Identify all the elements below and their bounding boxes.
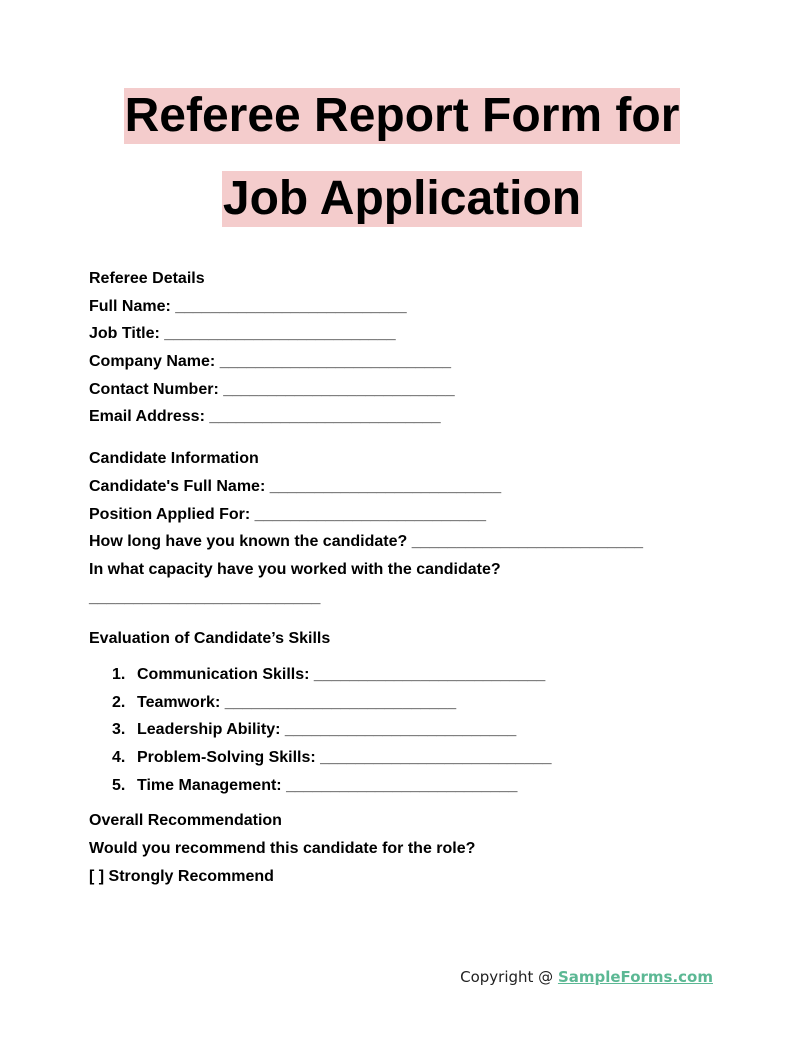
spacer (89, 802, 729, 810)
candidate-full-name-field: Candidate's Full Name: __________________________ (89, 477, 502, 495)
referee-email-field: Email Address: __________________________ (89, 408, 441, 426)
skills-list (89, 664, 729, 802)
skill-problem-solving-field: Problem-Solving Skills: __________________________ (137, 749, 552, 766)
list-item (89, 747, 729, 775)
candidate-heading: Candidate Information (89, 450, 259, 468)
skill-teamwork-field: Teamwork: __________________________ (137, 693, 457, 711)
list-number: 5. (112, 776, 126, 794)
recommendation-option-strongly: [ ] Strongly Recommend (89, 867, 274, 885)
spacer (89, 614, 729, 628)
list-number: 3. (112, 721, 126, 739)
candidate-position-field: Position Applied For: __________________________ (89, 505, 486, 523)
list-number: 4. (112, 749, 126, 766)
referee-heading: Referee Details (89, 270, 205, 287)
recommendation-section (89, 810, 729, 893)
candidate-section (89, 448, 729, 614)
referee-contact-field: Contact Number: __________________________ (89, 380, 455, 398)
skill-communication-field: Communication Skills: __________________________ (137, 665, 546, 683)
page-title-line-1 (0, 88, 804, 144)
skills-section (89, 628, 729, 802)
list-number: 2. (112, 693, 126, 711)
list-item (89, 664, 729, 692)
list-item (89, 692, 729, 720)
spacer (89, 656, 729, 664)
list-number: 1. (112, 665, 126, 683)
referee-job-title-field: Job Title: __________________________ (89, 325, 396, 343)
form-body (89, 268, 729, 893)
sampleforms-link[interactable]: SampleForms.com (557, 968, 713, 986)
page-title-line-2 (0, 171, 804, 227)
list-item (89, 719, 729, 747)
copyright-footer (460, 968, 713, 986)
referee-section (89, 268, 729, 434)
copyright-text: Copyright @ (460, 968, 558, 986)
recommendation-heading: Overall Recommendation (89, 812, 282, 830)
page-title-text-2: Job Application (222, 172, 582, 225)
referee-company-field: Company Name: __________________________ (89, 353, 452, 371)
skills-heading: Evaluation of Candidate’s Skills (89, 630, 331, 648)
list-item (89, 775, 729, 803)
skill-time-management-field: Time Management: __________________________ (137, 776, 518, 794)
page-title-text-1: Referee Report Form for (124, 89, 680, 142)
recommendation-question: Would you recommend this candidate for the role? (89, 840, 476, 858)
skill-leadership-field: Leadership Ability: __________________________ (137, 721, 517, 739)
candidate-known-duration-field: How long have you known the candidate? __________________________ (89, 533, 644, 551)
candidate-capacity-blank: __________________________ (89, 588, 321, 606)
spacer (89, 434, 729, 448)
candidate-capacity-question: In what capacity have you worked with the candidate? (89, 560, 501, 578)
referee-full-name-field: Full Name: __________________________ (89, 297, 407, 315)
